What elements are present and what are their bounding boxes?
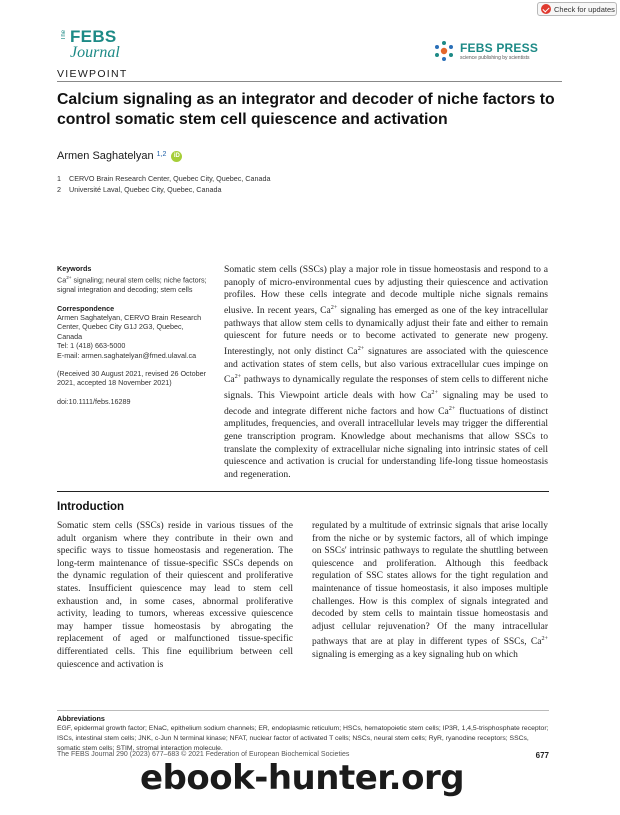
febs-press-emblem-icon — [432, 39, 456, 63]
abstract-text: Somatic stem cells (SSCs) play a major role in tissue homeostasis and respond to a panoply of micro-environmental cues by adjusting their quiescence and activation profiles. How these cells integrate and decode multiple niche signals remains elusive. In recent years, $Ca^{2+}$ signaling has emerged as one of the key intracellular pathways that allow stem cells to dynamically adjust their fate and either to remain quiescent for future needs or to become activated to generate new progeny. Interestingly, not only distinct $Ca^{2+}$ signatures are associated with the quiescence and activation states of stem cells, but also various extracellular cues impinge on $Ca^{2+}$ pathways to dynamically regulate the responses of stem cells to different niche signals. This Viewpoint article deals with how $Ca^{2+}$ signaling may be used to decode and integrate different niche factors and how $Ca^{2+}$ fluctuations of distinct amplitudes, frequencies, and overall intracellular levels may trigger the differential gene transcription program. Knowledge about mechanisms that allow SSCs to translate the complexity of extracellular niche signaling into intrinsic states of cell quiescence and activation is crucial for understanding life-long tissue homeostasis and regeneration. — [224, 264, 548, 480]
footer-citation: The FEBS Journal 290 (2023) 677–683 © 2021 Federation of European Biochemical Societies — [57, 751, 350, 758]
publisher-logo — [432, 36, 538, 66]
correspondence-email[interactable]: E-mail: armen.saghatelyan@fmed.ulaval.ca — [57, 350, 197, 360]
section-divider — [57, 491, 549, 492]
abbreviations-heading: Abbreviations — [57, 714, 105, 723]
article-sidebar — [57, 264, 207, 415]
article-type-label: VIEWPOINT — [57, 68, 128, 80]
orcid-icon[interactable]: iD — [171, 151, 182, 162]
check-updates-icon — [541, 4, 551, 14]
keywords-text: $Ca^{2+}$ signaling; neural stem cells; niche factors; signal integration and decoding; stem cells — [57, 275, 207, 295]
correspondence-phone: Tel: 1 (418) 663-5000 — [57, 341, 126, 351]
publisher-name: FEBS PRESS — [460, 40, 539, 55]
author-affiliation-sup[interactable]: 1,2 — [156, 150, 167, 158]
affiliation-item: 1 CERVO Brain Research Center, Quebec City, Quebec, Canada — [57, 174, 271, 183]
doi-block — [57, 397, 207, 406]
journal-logo — [57, 26, 137, 68]
doi-link[interactable]: doi:10.1111/febs.16289 — [57, 396, 131, 406]
journal-logo-journal: Journal — [70, 44, 120, 61]
correspondence-address: Armen Saghatelyan, CERVO Brain Research Center, Quebec City G1J 2G3, Quebec, Canada — [57, 313, 202, 341]
correspondence-heading: Correspondence — [57, 303, 115, 313]
publisher-tagline: science publishing by scientists — [460, 54, 530, 61]
page-number: 677 — [535, 751, 549, 760]
watermark: ebook-hunter.org — [140, 758, 465, 798]
author-name[interactable]: Armen Saghatelyan — [57, 150, 154, 162]
author-line — [57, 150, 182, 162]
check-for-updates-button[interactable] — [537, 2, 617, 16]
keywords-block — [57, 264, 207, 295]
header-divider — [57, 81, 562, 82]
received-dates: (Received 30 August 2021, revised 26 October 2021, accepted 18 November 2021) — [57, 369, 207, 388]
journal-logo-the: The — [61, 30, 67, 41]
correspondence-block — [57, 304, 207, 360]
check-for-updates-label: Check for updates — [554, 4, 615, 14]
introduction-column-left: Somatic stem cells (SSCs) reside in various tissues of the adult organism where they contribute in their own and specific ways to tissue homeostasis and regeneration. The long-term maintenance of tissue-specific SSCs depends on the dynamic regulation of their quiescent and proliferative states. Insufficient quiescence may lead to stem cell exhaustion and, in some cases, abnormal proliferative activity, leading to tumors, whereas excessive quiescence may hamper tissue homeostasis by abrogating the replacement of aged or malfunctioned tissue-specific differentiated cells. This fine equilibrium between cell quiescence and activation is — [57, 521, 293, 670]
introduction-heading: Introduction — [57, 501, 125, 513]
keywords-heading: Keywords — [57, 264, 92, 273]
affiliations — [57, 173, 270, 195]
article-title: Calcium signaling as an integrator and decoder of niche factors to control somatic stem cell quiescence and activation — [57, 91, 555, 128]
page-footer — [57, 751, 549, 758]
introduction-column-right: regulated by a multitude of extrinsic signals that arise locally from the niche or by systemic factors, all of which impinge on SSCs' intrinsic pathways to regulate the shuttling between quiescence and proliferation. Although this feedback regulation of SSC states allows for the tight regulation and maintenance of tissue homeostasis, it also imposes multiple challenges. How is this complex of signals integrated and decoded by stem cells to maintain tissue homeostasis and adjust cellular rejuvenation? Of the many intracellular pathways that are at play in different types of SSCs, $Ca^{2+}$ signaling is emerging as a key signaling hub on which — [312, 521, 548, 661]
abbreviations-text: EGF, epidermal growth factor; ENaC, epithelium sodium channels; ER, endoplasmic reticulum; HSCs, hematopoietic stem cells; IP3R, 1,4,5-trisphosphate receptor; ISCs, intestinal stem cells; JNK, c-Jun N terminal kinase; NFAT, nuclear factor of activated T cells; NSCs, neural stem cells; RyR, ryanodine receptors; SSCs, somatic stem cells; STIM, stromal interaction molecule. — [57, 725, 549, 753]
journal-logo-febs: FEBS — [70, 27, 117, 46]
abbreviations-divider — [57, 710, 549, 711]
affiliation-item: 2 Université Laval, Quebec City, Quebec, Canada — [57, 185, 222, 194]
